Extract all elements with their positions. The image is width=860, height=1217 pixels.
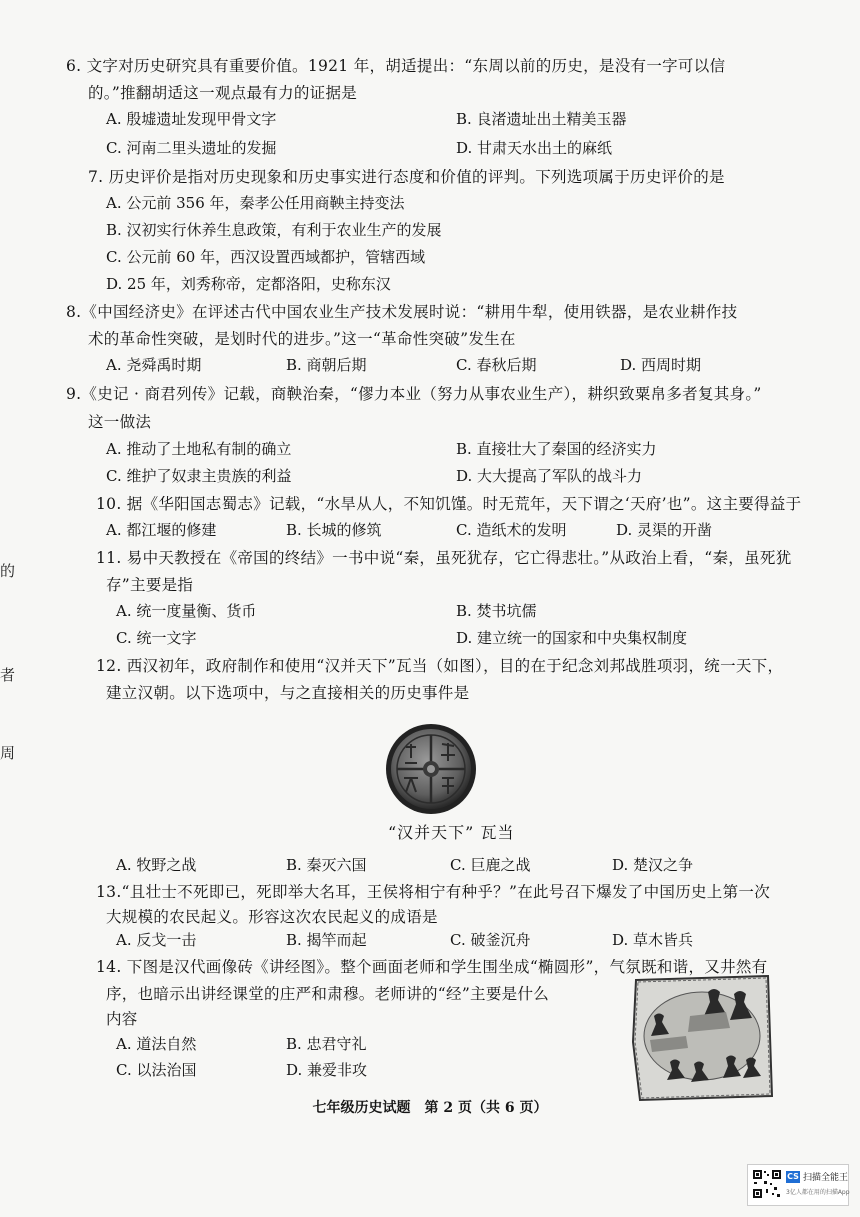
scanner-watermark <box>747 1164 849 1206</box>
option-a[interactable]: A. 公元前 356 年，秦孝公任用商鞅主持变法 <box>106 194 405 212</box>
option-a[interactable]: A. 推动了土地私有制的确立 <box>106 440 292 458</box>
question-stem: 建立汉朝。以下选项中，与之直接相关的历史事件是 <box>106 684 470 702</box>
option-a[interactable]: A. 都江堰的修建 <box>106 521 217 539</box>
qr-code-icon <box>752 1169 782 1199</box>
margin-fragment: 的 <box>0 562 16 580</box>
option-a[interactable]: A. 反戈一击 <box>116 931 197 949</box>
option-d[interactable]: D. 楚汉之争 <box>612 856 694 874</box>
option-d[interactable]: D. 25 年，刘秀称帝，定都洛阳，史称东汉 <box>106 275 391 293</box>
option-c[interactable]: C. 造纸术的发明 <box>456 521 567 539</box>
lecture-relief-image <box>630 972 775 1104</box>
question-stem: 大规模的农民起义。形容这次农民起义的成语是 <box>106 908 438 926</box>
option-d[interactable]: D. 兼爱非攻 <box>286 1061 368 1079</box>
question-stem: 术的革命性突破，是划时代的进步。”这一“革命性突破”发生在 <box>88 330 516 348</box>
option-d[interactable]: D. 大大提高了军队的战斗力 <box>456 467 643 485</box>
option-c[interactable]: C. 公元前 60 年，西汉设置西域都护，管辖西域 <box>106 248 426 266</box>
option-a[interactable]: A. 牧野之战 <box>116 856 197 874</box>
question-stem: 13.“且壮士不死即已，死即举大名耳，王侯将相宁有种乎？”在此号召下爆发了中国历史上第一次 <box>96 883 771 901</box>
question-stem: 内容 <box>106 1010 138 1028</box>
option-d[interactable]: D. 西周时期 <box>620 356 702 374</box>
question-stem: 12. 西汉初年，政府制作和使用“汉并天下”瓦当（如图），目的在于纪念刘邦战胜项羽，统一天下， <box>96 657 784 675</box>
camscanner-logo: CS <box>787 1172 799 1181</box>
question-stem: 9.《史记 · 商君列传》记载，商鞅治秦，“僇力本业（努力从事农业生产），耕织致粟帛多者复其身。” <box>66 385 762 403</box>
scanner-subtitle: 3亿人都在用的扫描App <box>786 1189 850 1196</box>
question-stem: 11. 易中天教授在《帝国的终结》一书中说“秦，虽死犹存，它亡得悲壮。”从政治上看，“秦，虽死犹 <box>96 549 792 567</box>
question-stem: 10. 据《华阳国志蜀志》记载，“水旱从人，不知饥馑。时无荒年，天下谓之‘天府’也”。这主要得益于 <box>96 495 802 513</box>
option-d[interactable]: D. 灵渠的开凿 <box>616 521 713 539</box>
option-c[interactable]: C. 河南二里头遗址的发掘 <box>106 139 277 157</box>
option-a[interactable]: A. 殷墟遗址发现甲骨文字 <box>106 110 277 128</box>
option-c[interactable]: C. 春秋后期 <box>456 356 537 374</box>
question-stem: 这一做法 <box>88 413 152 431</box>
question-stem: 14. 下图是汉代画像砖《讲经图》。整个画面老师和学生围坐成“椭圆形”，气氛既和谐，又井然有 <box>96 958 768 976</box>
option-b[interactable]: B. 揭竿而起 <box>286 931 367 949</box>
option-a[interactable]: A. 尧舜禹时期 <box>106 356 202 374</box>
option-c[interactable]: C. 维护了奴隶主贵族的利益 <box>106 467 292 485</box>
question-stem: 6. 文字对历史研究具有重要价值。1921 年，胡适提出：“东周以前的历史，是没有一字可以信 <box>66 57 726 75</box>
option-d[interactable]: D. 建立统一的国家和中央集权制度 <box>456 629 688 647</box>
question-stem: 8.《中国经济史》在评述古代中国农业生产技术发展时说：“耕用牛犁，使用铁器，是农业耕作技 <box>66 303 738 321</box>
option-b[interactable]: B. 长城的修筑 <box>286 521 382 539</box>
option-c[interactable]: C. 破釜沉舟 <box>450 931 531 949</box>
scanner-title: 扫描全能王 <box>803 1173 849 1183</box>
margin-fragment: 者 <box>0 666 16 684</box>
image-caption: “汉并天下” 瓦当 <box>388 823 515 842</box>
roof-tile-image <box>384 722 478 816</box>
option-b[interactable]: B. 汉初实行休养生息政策，有利于农业生产的发展 <box>106 221 442 239</box>
option-b[interactable]: B. 商朝后期 <box>286 356 367 374</box>
question-stem: 序，也暗示出讲经课堂的庄严和肃穆。老师讲的“经”主要是什么 <box>106 985 550 1003</box>
margin-fragment: 周 <box>0 744 16 762</box>
question-stem: 存”主要是指 <box>106 576 194 594</box>
option-b[interactable]: B. 忠君守礼 <box>286 1035 367 1053</box>
option-b[interactable]: B. 焚书坑儒 <box>456 602 537 620</box>
option-c[interactable]: C. 以法治国 <box>116 1061 197 1079</box>
option-d[interactable]: D. 甘肃天水出土的麻纸 <box>456 139 613 157</box>
option-b[interactable]: B. 直接壮大了秦国的经济实力 <box>456 440 657 458</box>
question-stem: 的。”推翻胡适这一观点最有力的证据是 <box>88 84 358 102</box>
option-c[interactable]: C. 巨鹿之战 <box>450 856 531 874</box>
option-a[interactable]: A. 统一度量衡、货币 <box>116 602 257 620</box>
option-b[interactable]: B. 秦灭六国 <box>286 856 367 874</box>
question-stem: 7. 历史评价是指对历史现象和历史事实进行态度和价值的评判。下列选项属于历史评价的是 <box>88 168 725 186</box>
option-a[interactable]: A. 道法自然 <box>116 1035 197 1053</box>
option-c[interactable]: C. 统一文字 <box>116 629 197 647</box>
page-footer: 七年级历史试题 第 2 页（共 6 页） <box>312 1100 548 1116</box>
option-b[interactable]: B. 良渚遗址出土精美玉器 <box>456 110 627 128</box>
option-d[interactable]: D. 草木皆兵 <box>612 931 694 949</box>
